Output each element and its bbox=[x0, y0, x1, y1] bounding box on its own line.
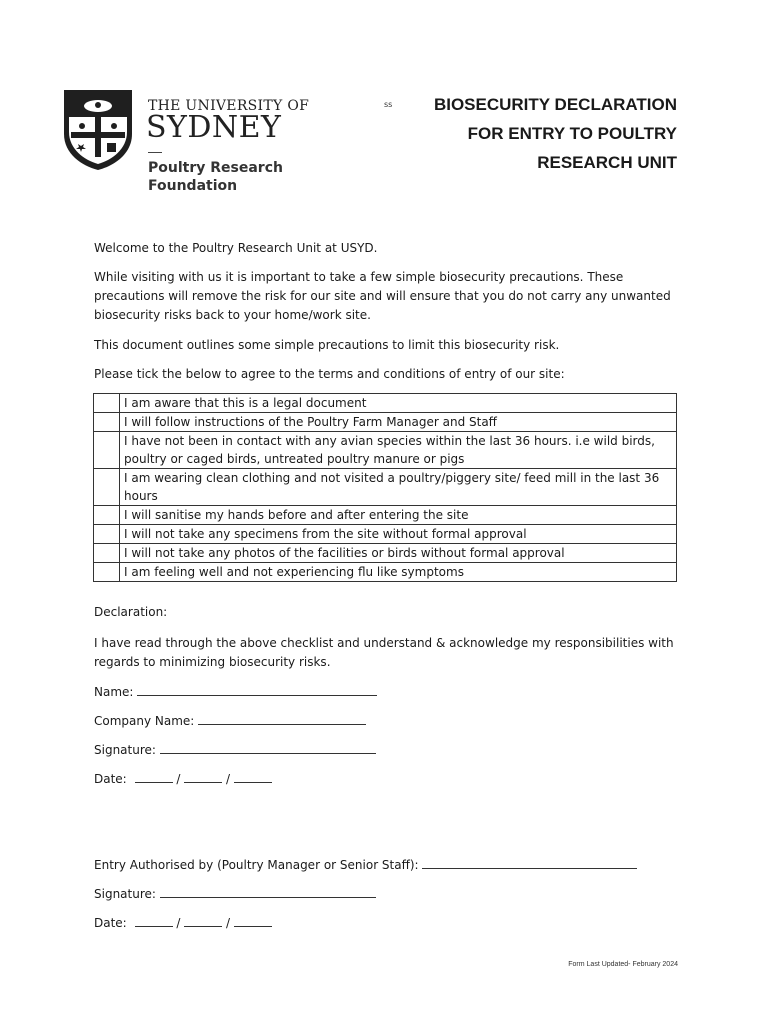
authorised-by-field bbox=[94, 856, 637, 874]
auth-signature-input-line[interactable] bbox=[160, 885, 376, 898]
company-input-line[interactable] bbox=[198, 712, 366, 725]
unit-name-line2: Foundation bbox=[148, 178, 238, 194]
title-line: RESEARCH UNIT bbox=[537, 153, 677, 172]
checklist-row bbox=[94, 432, 677, 469]
unit-name-line1: Poultry Research bbox=[148, 160, 283, 176]
university-name-top: THE UNIVERSITY OF bbox=[148, 98, 310, 114]
checklist-table bbox=[93, 393, 677, 582]
date-field: Date: / / bbox=[94, 770, 272, 788]
header-mark: ss bbox=[384, 100, 393, 109]
auth-date-day-line[interactable] bbox=[135, 914, 173, 927]
tick-box[interactable] bbox=[94, 394, 120, 413]
signature-input-line[interactable] bbox=[160, 741, 376, 754]
tick-box[interactable] bbox=[94, 563, 120, 582]
checklist-item: I am wearing clean clothing and not visited a poultry/piggery site/ feed mill in the last 36 hours bbox=[120, 469, 677, 506]
form-updated-footer: Form Last Updated- February 2024 bbox=[568, 961, 678, 968]
document-title bbox=[434, 90, 677, 177]
company-label: Company Name: bbox=[94, 714, 195, 728]
checklist-row bbox=[94, 394, 677, 413]
checklist-row bbox=[94, 413, 677, 432]
checklist-item: I will not take any specimens from the site without formal approval bbox=[120, 525, 677, 544]
authorised-by-label: Entry Authorised by (Poultry Manager or Senior Staff): bbox=[94, 858, 419, 872]
signature-field bbox=[94, 741, 376, 759]
checklist-item: I am aware that this is a legal document bbox=[120, 394, 677, 413]
welcome-text: Welcome to the Poultry Research Unit at USYD. bbox=[94, 241, 378, 255]
tick-box[interactable] bbox=[94, 544, 120, 563]
checklist-item: I will not take any photos of the facilities or birds without formal approval bbox=[120, 544, 677, 563]
auth-date-label: Date: bbox=[94, 916, 127, 930]
date-month-line[interactable] bbox=[184, 770, 222, 783]
checklist-item: I have not been in contact with any avian species within the last 36 hours. i.e wild birds, poultry or caged birds, untreated poultry manure or pigs bbox=[120, 432, 677, 469]
title-line: BIOSECURITY DECLARATION bbox=[433, 95, 677, 114]
date-year-line[interactable] bbox=[234, 770, 272, 783]
auth-signature-field bbox=[94, 885, 376, 903]
tick-box[interactable] bbox=[94, 506, 120, 525]
signature-label: Signature: bbox=[94, 743, 156, 757]
instruction-text: Please tick the below to agree to the terms and conditions of entry of our site: bbox=[94, 367, 565, 381]
auth-date-month-line[interactable] bbox=[184, 914, 222, 927]
checklist-row bbox=[94, 544, 677, 563]
checklist-row bbox=[94, 525, 677, 544]
university-name-sydney: SYDNEY bbox=[146, 110, 282, 145]
company-field bbox=[94, 712, 366, 730]
checklist-row bbox=[94, 563, 677, 582]
name-label: Name: bbox=[94, 685, 134, 699]
checklist-row bbox=[94, 469, 677, 506]
auth-signature-label: Signature: bbox=[94, 887, 156, 901]
title-line: FOR ENTRY TO POULTRY bbox=[467, 124, 677, 143]
auth-date-year-line[interactable] bbox=[234, 914, 272, 927]
logo-divider bbox=[148, 152, 162, 153]
auth-date-field: Date: / / bbox=[94, 914, 272, 932]
intro-paragraph: While visiting with us it is important to take a few simple biosecurity precautions. These precautions will remove the risk for our site and will ensure that you do not carry any unwanted biosecurity risks back to your home/work site. bbox=[94, 270, 671, 322]
authorised-by-input-line[interactable] bbox=[422, 856, 637, 869]
checklist-item: I will follow instructions of the Poultry Farm Manager and Staff bbox=[120, 413, 677, 432]
declaration-text: I have read through the above checklist and understand & acknowledge my responsibilities with regards to minimizing biosecurity risks. bbox=[94, 636, 674, 669]
tick-box[interactable] bbox=[94, 525, 120, 544]
date-day-line[interactable] bbox=[135, 770, 173, 783]
university-crest-icon bbox=[62, 88, 134, 172]
date-label: Date: bbox=[94, 772, 127, 786]
checklist-item: I will sanitise my hands before and after entering the site bbox=[120, 506, 677, 525]
declaration-heading: Declaration: bbox=[94, 605, 168, 619]
name-input-line[interactable] bbox=[137, 683, 377, 696]
outline-text: This document outlines some simple precautions to limit this biosecurity risk. bbox=[94, 338, 560, 352]
tick-box[interactable] bbox=[94, 432, 120, 469]
tick-box[interactable] bbox=[94, 469, 120, 506]
checklist-row bbox=[94, 506, 677, 525]
name-field bbox=[94, 683, 377, 701]
tick-box[interactable] bbox=[94, 413, 120, 432]
checklist-item: I am feeling well and not experiencing flu like symptoms bbox=[120, 563, 677, 582]
university-logo bbox=[62, 88, 310, 198]
